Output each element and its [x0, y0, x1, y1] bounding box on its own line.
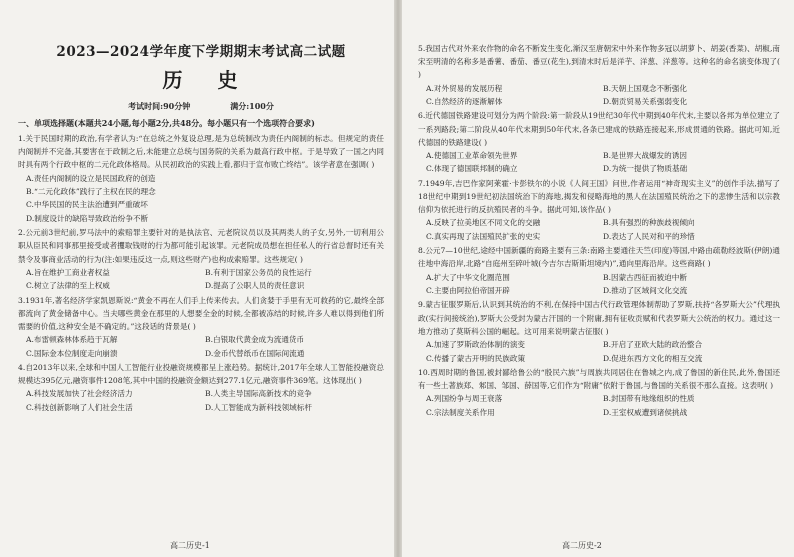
- answer-options: [426, 338, 780, 365]
- answer-option: D.金币代替纸币在国际间流通: [205, 348, 305, 358]
- answer-option: A.扩大了中华文化圈范围: [426, 272, 510, 282]
- answer-option: C.国际金本位制度走向崩溃: [26, 348, 118, 358]
- exam-score: 满分:100分: [230, 101, 274, 111]
- answer-options: [426, 392, 780, 419]
- exam-title: 2023—2024学年度下学期期末考试高二试题: [56, 44, 346, 60]
- answer-option: C.主要由阿拉伯帝国开辟: [426, 286, 510, 296]
- answer-option: C.真实再现了法国殖民扩张的史实: [426, 231, 541, 241]
- question-text: 6.近代德国铁路建设可划分为两个阶段:第一阶段从19世纪30年代中期到40年代末,主要以各邦为单位建立了一系列路段;第二阶段从40年代末期到50年代末,各条已建成的铁路连接起来,形成贯通的铁路。据此可知,近代德国的铁路建设( ): [418, 111, 780, 147]
- question-block: [418, 366, 780, 419]
- answer-option: D.朝贡贸易关系强弱变化: [603, 97, 688, 107]
- answer-option: D.制度设计的缺陷导致政治纷争不断: [26, 213, 149, 223]
- question-text: 9.蒙古征服罗斯后,认识到其统治的不利,在保持中国古代行政管理体制帮助了罗斯,扶持“各罗斯大公”代理执政(实行间接统治),罗斯大公受封为蒙古汗国的一个附庸,拥有征收贡赋和代表罗斯大公统治的权力。通过这一地方推动了莫斯科公国的崛起。这可用来说明蒙古征服( ): [418, 300, 780, 336]
- answer-option: C.传播了蒙古开明的民族政策: [426, 353, 526, 363]
- answer-option: A.对外贸易的发展历程: [426, 83, 503, 93]
- answer-option: A.反映了拉美地区不同文化的交融: [426, 218, 541, 228]
- answer-option: A.科技发展加快了社会经济活力: [26, 389, 133, 399]
- answer-option: B.因蒙古西征而被迫中断: [603, 272, 687, 282]
- answer-options: [26, 172, 384, 226]
- answer-options: [426, 82, 780, 109]
- exam-page-right: [402, 0, 794, 557]
- question-block: [418, 298, 780, 364]
- answer-option: C.树立了法律的至上权威: [26, 281, 110, 291]
- question-text: 2.公元前3世纪前,罗马法中的索赔罪主要针对的是执法官、元老院议员以及其两类人的子女,另外,一切利用公职从臣民和同事那里接受或者攫取钱财的行为都可能引起该罪。元老院成员想在担任私人的行省总督时还有关禁令及事商业活动的行为(注:如果违反这一点,则这些财产)也构成索赔罪。这些规定( ): [18, 228, 384, 264]
- answer-option: C.宗法制度关系作用: [426, 407, 495, 417]
- answer-option: B.具有强烈的种族歧视倾向: [603, 218, 695, 228]
- question-list-right: [418, 42, 780, 419]
- answer-option: C.中华民国的民主法治遭到严重破坏: [26, 200, 148, 210]
- answer-option: D.表达了人民对和平的珍惜: [603, 231, 695, 241]
- answer-option: A.使德国工业革命领先世界: [426, 151, 518, 161]
- exam-page-left: [0, 0, 394, 557]
- question-text: 3.1931年,著名经济学家凯恩斯说:“黄金不再在人们手上传来传去。人们贪婪于手里有无可救药的它,最终全部都流向了黄金储备中心。当夫哪些黄金在那里的人想要全金的时候,全都被冻结的时候,许多人难以得到他们所需要的价值,这种安全是不确定的。”这段话的背景是( ): [18, 295, 384, 332]
- answer-option: B.天朝上国观念不断强化: [603, 83, 687, 93]
- subject-title: 历 史: [162, 68, 252, 92]
- question-text: 5.我国古代对外来农作物的命名不断发生变化,渐汉至唐朝宋中外来作物多冠以胡萝卜、胡姜(香菜)、胡椒,南宋至明清的名称多是番薯、番茄、番豆(花生),到清末时后是洋芋、洋葱、洋葱等。这种名的命名演变体现了( ): [418, 44, 780, 80]
- question-block: [18, 294, 384, 360]
- exam-meta: [18, 101, 384, 112]
- question-block: [418, 109, 780, 175]
- question-text: 4.自2013年以来,全球和中国人工智能行业投融资规模都呈上涨趋势。据统计,2017年全球人工智能投融资总规模达395亿元,融资事件1208笔,其中中国的投融资金额达到277.1亿元,融资事件369笔。这体现出( ): [18, 363, 384, 386]
- answer-option: B.开启了亚欧大陆的政治整合: [603, 340, 703, 350]
- question-block: [418, 244, 780, 297]
- answer-option: D.促进东西方文化的相互交流: [603, 353, 703, 363]
- answer-option: D.提高了公职人员的责任意识: [205, 281, 305, 291]
- answer-option: B.封国带有地缘组织的性质: [603, 394, 695, 404]
- answer-option: D.王室权威遭到诸侯挑战: [603, 407, 688, 417]
- answer-option: A.布雷顿森林体系趋于瓦解: [26, 335, 118, 345]
- answer-option: D.推动了区域间文化交流: [603, 286, 688, 296]
- answer-option: C.科技创新影响了人们社会生活: [26, 402, 133, 412]
- question-block: [418, 42, 780, 108]
- page-footer-left: 高二历史-1: [170, 541, 210, 550]
- page-footer-right: 高二历史-2: [562, 541, 602, 550]
- question-text: 10.西周时期的鲁国,被封鄙给鲁公的“殷民六族”与周族共同居住在鲁城之内,成了鲁国的新住民,此外,鲁国还有一些土著族郑、邾国、邹国、薛国等,它们作为“附庸”依附于鲁国,与鲁国的关系很不那么直接。这表明( ): [418, 367, 780, 391]
- answer-option: A.列国纷争与周王衰落: [426, 394, 503, 404]
- answer-option: D.人工智能成为新科技领域标杆: [205, 402, 312, 412]
- answer-option: B.人类主导国际高新技术的竞争: [205, 389, 312, 399]
- answer-options: [26, 387, 384, 414]
- answer-options: [426, 149, 780, 176]
- page-gutter: [394, 0, 402, 557]
- question-text: 7.1949年,吉巴作家阿莱霍·卡彭铁尔的小说《人间王国》问世,作者运用“神奇现实主义”的创作手法,描写了18世纪中期到19世纪初法国统治下的海地,揭发和侵略海地的黑人在法国殖民统治之下的悲惨生活和以宗教信仰为依托进行的反抗殖民者的斗争。据此可知,该作品( ): [418, 178, 780, 215]
- question-text: 8.公元7—10世纪,途经中国新疆的商路主要有三条:南路主要通往天竺(印度)等国,中路由疏勒经波斯(伊朗)通往地中海沿岸,北路“自庭州至碎叶城(今吉尔吉斯斯坦境内)”,通向里海沿岸。这些商路( ): [418, 246, 780, 269]
- answer-option: A.加速了罗斯政治体制的演变: [426, 340, 526, 350]
- answer-options: [426, 271, 780, 298]
- question-block: [18, 226, 384, 292]
- question-block: [418, 177, 780, 243]
- answer-option: A.责任内阁制的设立是民国政府的创造: [26, 173, 156, 183]
- answer-option: B.有利于国家公务员的良性运行: [205, 267, 312, 277]
- answer-options: [426, 216, 780, 243]
- question-block: [18, 132, 384, 225]
- answer-option: C.体现了德国联邦制的确立: [426, 164, 518, 174]
- question-block: [18, 361, 384, 414]
- answer-option: D.为统一提供了物质基础: [603, 164, 688, 174]
- exam-time: 考试时间:90分钟: [128, 101, 191, 111]
- answer-option: C.自然经济的逐渐解体: [426, 97, 503, 107]
- answer-option: B.白银取代黄金成为流通货币: [205, 335, 305, 345]
- answer-option: A.旨在维护工商业者权益: [26, 267, 110, 277]
- question-list-left: [18, 132, 384, 414]
- answer-option: B.是世界大战爆发的诱因: [603, 151, 687, 161]
- answer-options: [26, 333, 384, 360]
- section-heading: 一、单项选择题(本题共24小题,每小题2分,共48分。每小题只有一个选项符合要求): [18, 118, 315, 128]
- question-text: 1.关于民国时期的政治,有学者认为:“在总统之外复设总理,是为总统制改为责任内阁制的标志。但规定的责任内阁制并不完备,其要害在于政制之后,未能建立总统与国务院的关系为最高行政中枢。于是导致了一国之内同时具有两个行政中枢的二元化政体格局。从民初政治的实践上看,都归于宣布败亡终结”。该学者意在强调( ): [18, 134, 384, 170]
- answer-options: [26, 266, 384, 293]
- answer-option: B.“二元化政体”践行了主权在民的理念: [26, 187, 156, 197]
